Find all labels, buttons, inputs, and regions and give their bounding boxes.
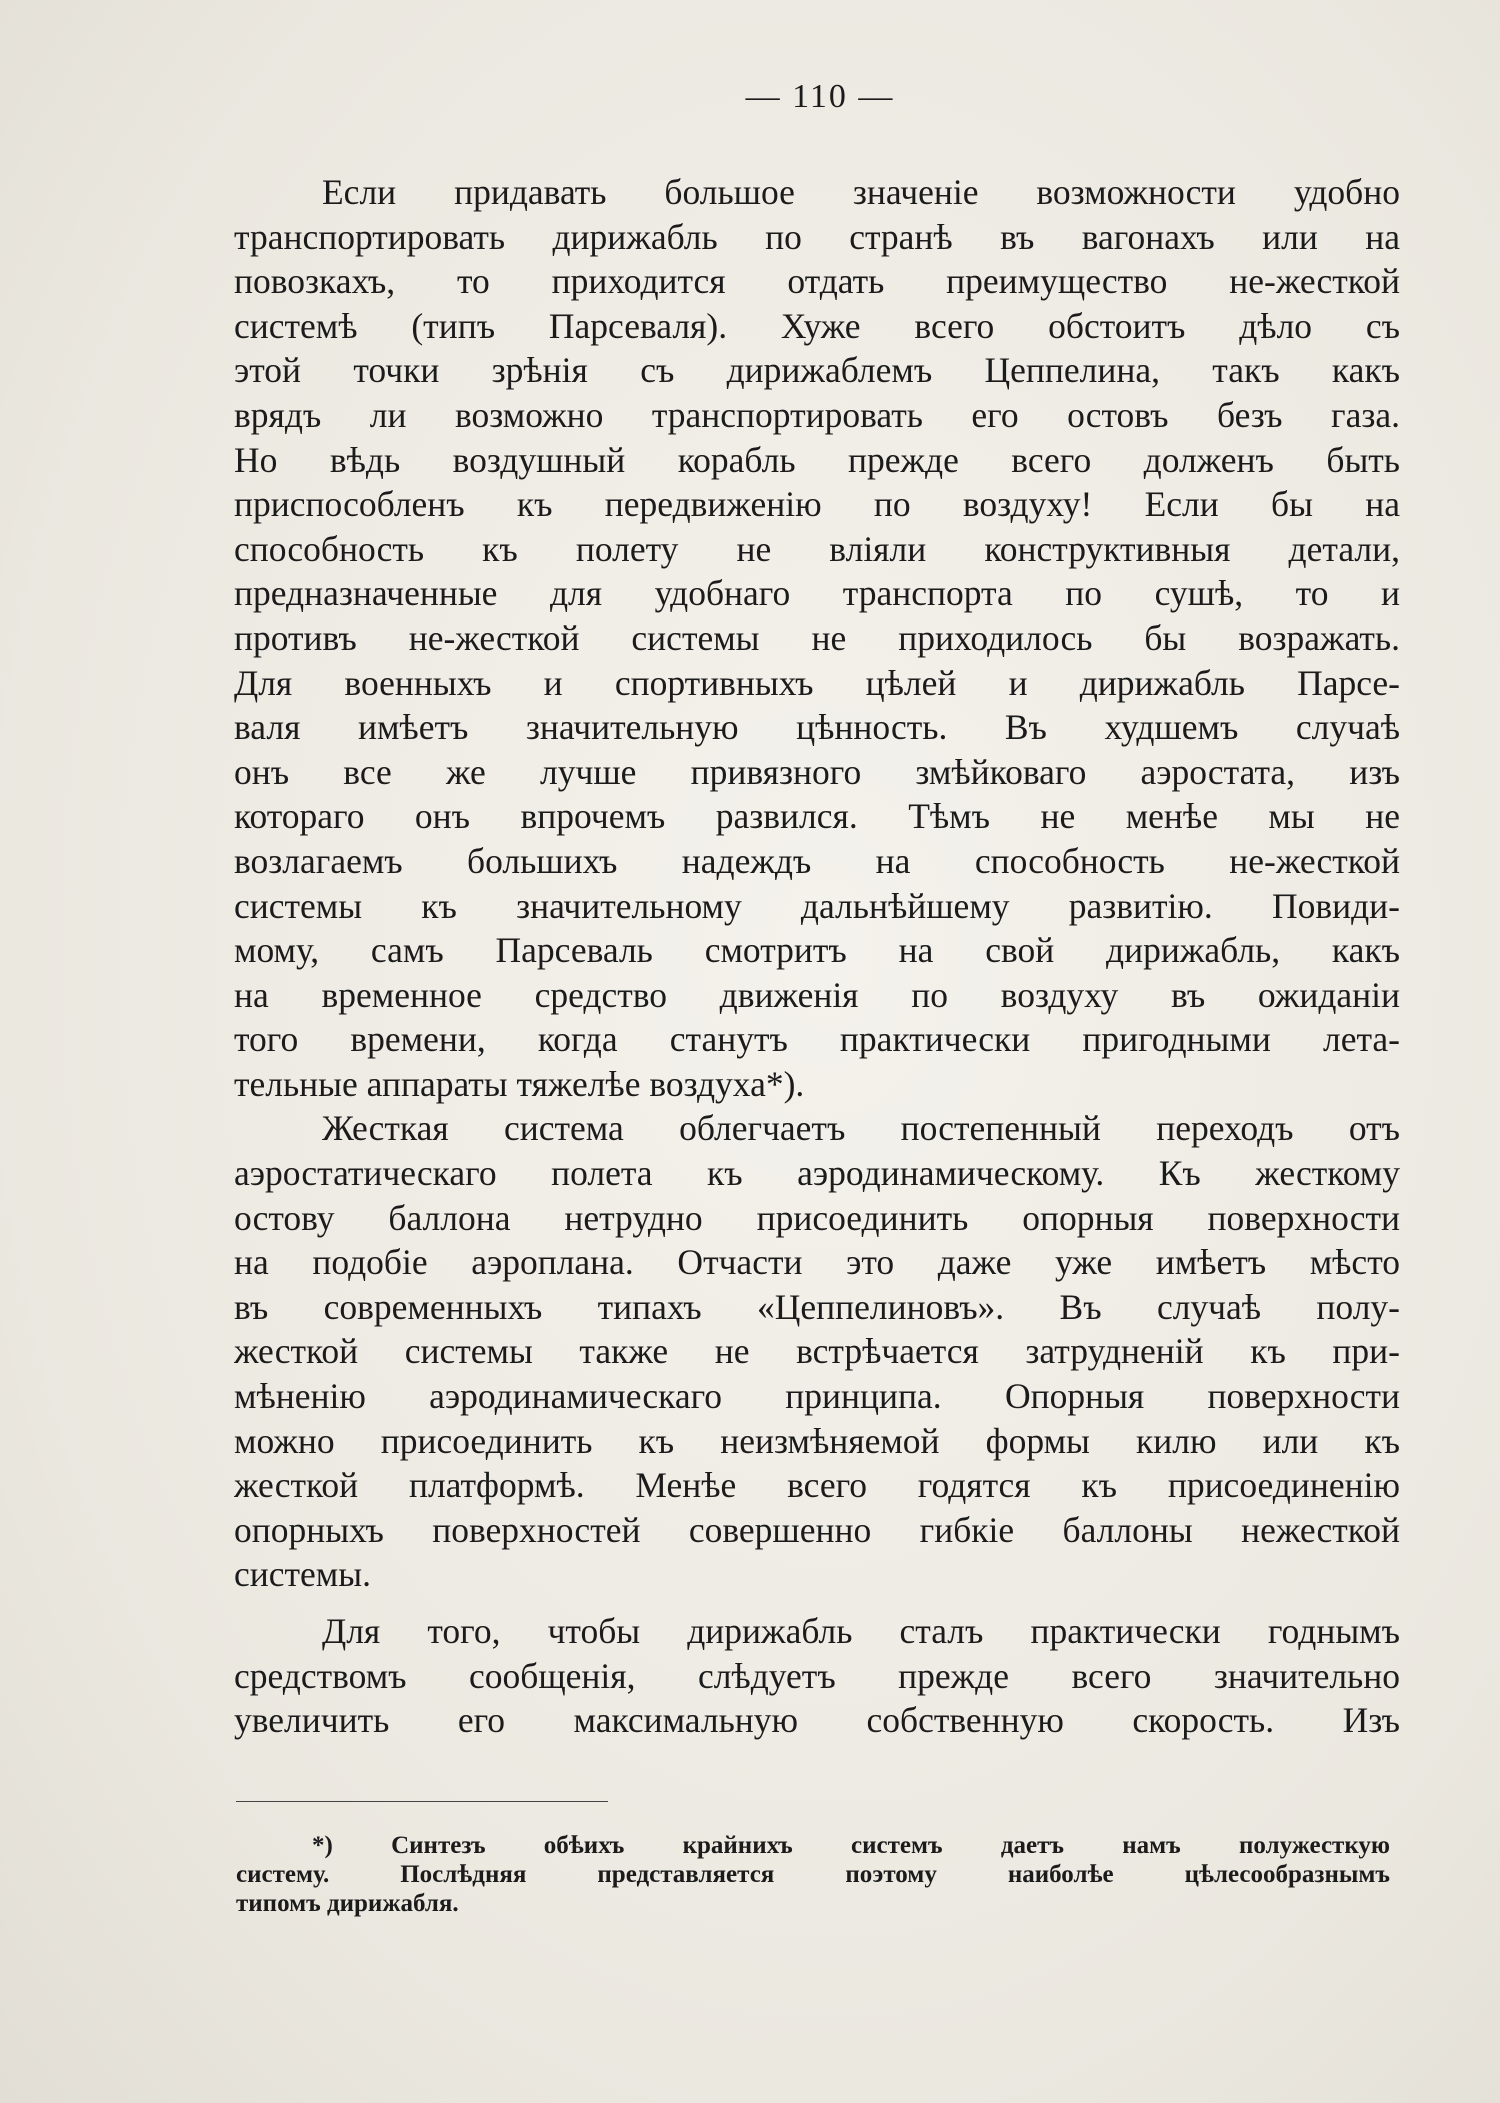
text-line: аэростатическаго полета къ аэродинамическому. Къ жесткому	[234, 1153, 1400, 1194]
page-number: — 110 —	[745, 78, 895, 115]
text-line: остову баллона нетрудно присоединить опорныя поверхности	[234, 1197, 1400, 1238]
footnote-line: систему. Послѣдняя представляется поэтому наиболѣе цѣлесообразнымъ	[236, 1861, 1390, 1888]
text-line: мому, самъ Парсеваль смотритъ на свой дирижабль, какъ	[234, 930, 1400, 971]
text-line: противъ не-жесткой системы не приходилось бы возражать.	[234, 617, 1400, 658]
text-line: тельные аппараты тяжелѣе воздуха*).	[234, 1063, 805, 1104]
text-line: Для военныхъ и спортивныхъ цѣлей и дирижабль Парсе-	[234, 662, 1400, 703]
text-line: жесткой платформѣ. Менѣе всего годятся къ присоединенію	[234, 1465, 1400, 1506]
text-line: Но вѣдь воздушный корабль прежде всего долженъ быть	[234, 439, 1400, 480]
body-text	[234, 170, 1400, 1743]
paragraph-2	[234, 1106, 1400, 1597]
text-line: валя имѣетъ значительную цѣнность. Въ худшемъ случаѣ	[234, 707, 1400, 748]
text-line: того времени, когда станутъ практически пригодными лета-	[234, 1019, 1400, 1060]
footnote-line: типомъ дирижабля.	[236, 1890, 459, 1917]
text-line: повозкахъ, то приходится отдать преимущество не-жесткой	[234, 261, 1400, 302]
text-line: системы къ значительному дальнѣйшему развитію. Повиди-	[234, 885, 1400, 926]
text-line: мѣненію аэродинамическаго принципа. Опорныя поверхности	[234, 1376, 1400, 1417]
text-line: приспособленъ къ передвиженію по воздуху! Если бы на	[234, 484, 1400, 525]
text-line: на подобіе аэроплана. Отчасти это даже уже имѣетъ мѣсто	[234, 1242, 1400, 1283]
text-line: опорныхъ поверхностей совершенно гибкіе баллоны нежесткой	[234, 1509, 1400, 1550]
footnote-divider	[236, 1801, 608, 1802]
text-line: этой точки зрѣнія съ дирижаблемъ Цеппелина, такъ какъ	[234, 350, 1400, 391]
text-line: системѣ (типъ Парсеваля). Хуже всего обстоитъ дѣло съ	[234, 305, 1400, 346]
text-line: Для того, чтобы дирижабль сталъ практически годнымъ	[322, 1611, 1400, 1651]
text-line: средствомъ сообщенія, слѣдуетъ прежде всего значительно	[234, 1655, 1400, 1696]
text-line: жесткой системы также не встрѣчается затрудненій къ при-	[234, 1331, 1400, 1372]
text-line: предназначенные для удобнаго транспорта по сушѣ, то и	[234, 573, 1400, 614]
text-line: Если придавать большое значеніе возможности удобно	[322, 172, 1400, 212]
text-line: увеличить его максимальную собственную скорость. Изъ	[234, 1700, 1400, 1741]
text-line: способность къ полету не вліяли конструктивныя детали,	[234, 528, 1400, 569]
paragraph-1	[234, 170, 1400, 1106]
text-line: въ современныхъ типахъ «Цеппелиновъ». Въ случаѣ полу-	[234, 1286, 1400, 1327]
text-line: транспортировать дирижабль по странѣ въ вагонахъ или на	[234, 216, 1400, 257]
text-line: системы.	[234, 1554, 371, 1595]
text-line: можно присоединить къ неизмѣняемой формы килю или къ	[234, 1420, 1400, 1461]
text-line: онъ все же лучше привязного змѣйковаго аэростата, изъ	[234, 751, 1400, 792]
footnote-line: *) Синтезъ обѣихъ крайнихъ системъ даетъ намъ полужесткую	[312, 1832, 1390, 1859]
text-line: возлагаемъ большихъ надеждъ на способность не-жесткой	[234, 840, 1400, 881]
text-line: врядъ ли возможно транспортировать его остовъ безъ газа.	[234, 394, 1400, 435]
footnote	[236, 1831, 1390, 1918]
text-line: Жесткая система облегчаетъ постепенный переходъ отъ	[322, 1108, 1400, 1149]
text-line: на временное средство движенія по воздуху въ ожиданіи	[234, 974, 1400, 1015]
paragraph-3	[234, 1609, 1400, 1743]
text-line: котораго онъ впрочемъ развился. Тѣмъ не менѣе мы не	[234, 796, 1400, 837]
